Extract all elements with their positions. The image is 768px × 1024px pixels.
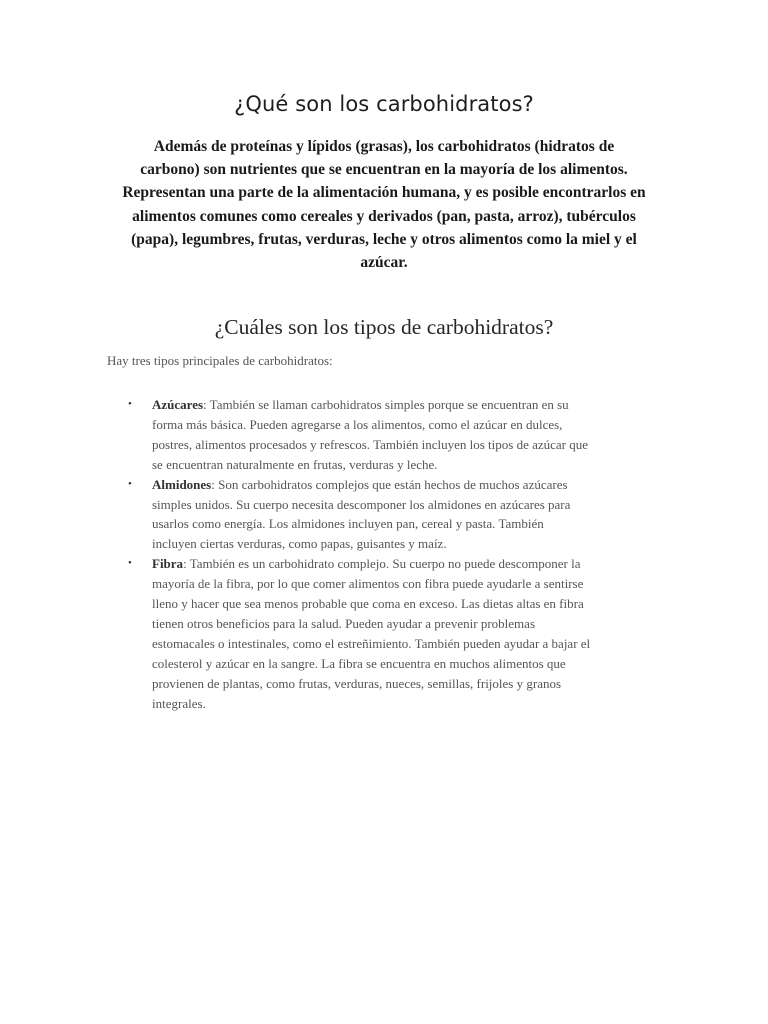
carb-types-list	[107, 395, 667, 714]
item-line: incluyen ciertas verduras, como papas, guisantes y maíz.	[152, 536, 447, 552]
bullet-icon: •	[128, 477, 132, 490]
term-azucares: Azúcares	[152, 397, 204, 412]
item-line: : También se llaman carbohidratos simples porque se encuentran en su	[203, 397, 569, 412]
item-line: mayoría de la fibra, por lo que comer alimentos con fibra puede ayudarle a sentirse	[152, 576, 584, 592]
intro-line: alimentos comunes como cereales y derivados (pan, pasta, arroz), tubérculos	[132, 207, 636, 225]
item-line: : También es un carbohidrato complejo. Su cuerpo no puede descomponer la	[183, 556, 581, 572]
lead-text: Hay tres tipos principales de carbohidratos:	[107, 353, 333, 368]
list-item-azucares	[107, 395, 667, 475]
intro-line: carbono) son nutrientes que se encuentran en la mayoría de los alimentos.	[140, 161, 628, 179]
item-line: tienen otros beneficios para la salud. Pueden ayudar a prevenir problemas	[152, 615, 535, 631]
intro-paragraph	[98, 135, 670, 274]
term-almidones: Almidones	[152, 476, 212, 492]
item-line: estomacales o intestinales, como el estreñimiento. También pueden ayudar a bajar el	[152, 635, 591, 651]
section-title: ¿Cuáles son los tipos de carbohidratos?	[214, 315, 554, 339]
intro-line: (papa), legumbres, frutas, verduras, leche y otros alimentos como la miel y el	[131, 230, 637, 248]
item-line: integrales.	[152, 695, 206, 711]
item-line: : Son carbohidratos complejos que están hechos de muchos azúcares	[211, 476, 568, 492]
item-line: simples unidos. Su cuerpo necesita descomponer los almidones en azúcares para	[152, 496, 571, 512]
bullet-icon: •	[128, 398, 132, 410]
item-line: lleno y hacer que sea menos probable que coma en exceso. Las dietas altas en fibra	[152, 596, 584, 612]
list-item-fibra	[107, 554, 667, 713]
item-line: provienen de plantas, como frutas, verduras, nueces, semillas, frijoles y granos	[152, 675, 562, 691]
item-line: usarlos como energía. Los almidones incluyen pan, cereal y pasta. También	[152, 516, 544, 532]
intro-line: azúcar.	[360, 254, 408, 272]
item-line: se encuentran naturalmente en frutas, verduras y leche.	[152, 456, 438, 472]
item-line: colesterol y azúcar en la sangre. La fibra se encuentra en muchos alimentos que	[152, 655, 566, 671]
item-line: forma más básica. Pueden agregarse a los alimentos, como el azúcar en dulces,	[152, 416, 563, 432]
page-title: ¿Qué son los carbohidratos?	[234, 92, 534, 116]
intro-line: Además de proteínas y lípidos (grasas), los carbohidratos (hidratos de	[153, 138, 615, 155]
list-item-almidones	[107, 475, 667, 555]
intro-line: Representan una parte de la alimentación humana, y es posible encontrarlos en	[122, 184, 646, 202]
term-fibra: Fibra	[152, 556, 184, 572]
bullet-icon: •	[128, 557, 132, 570]
item-line: postres, alimentos procesados y refrescos. También incluyen los tipos de azúcar que	[152, 436, 589, 452]
